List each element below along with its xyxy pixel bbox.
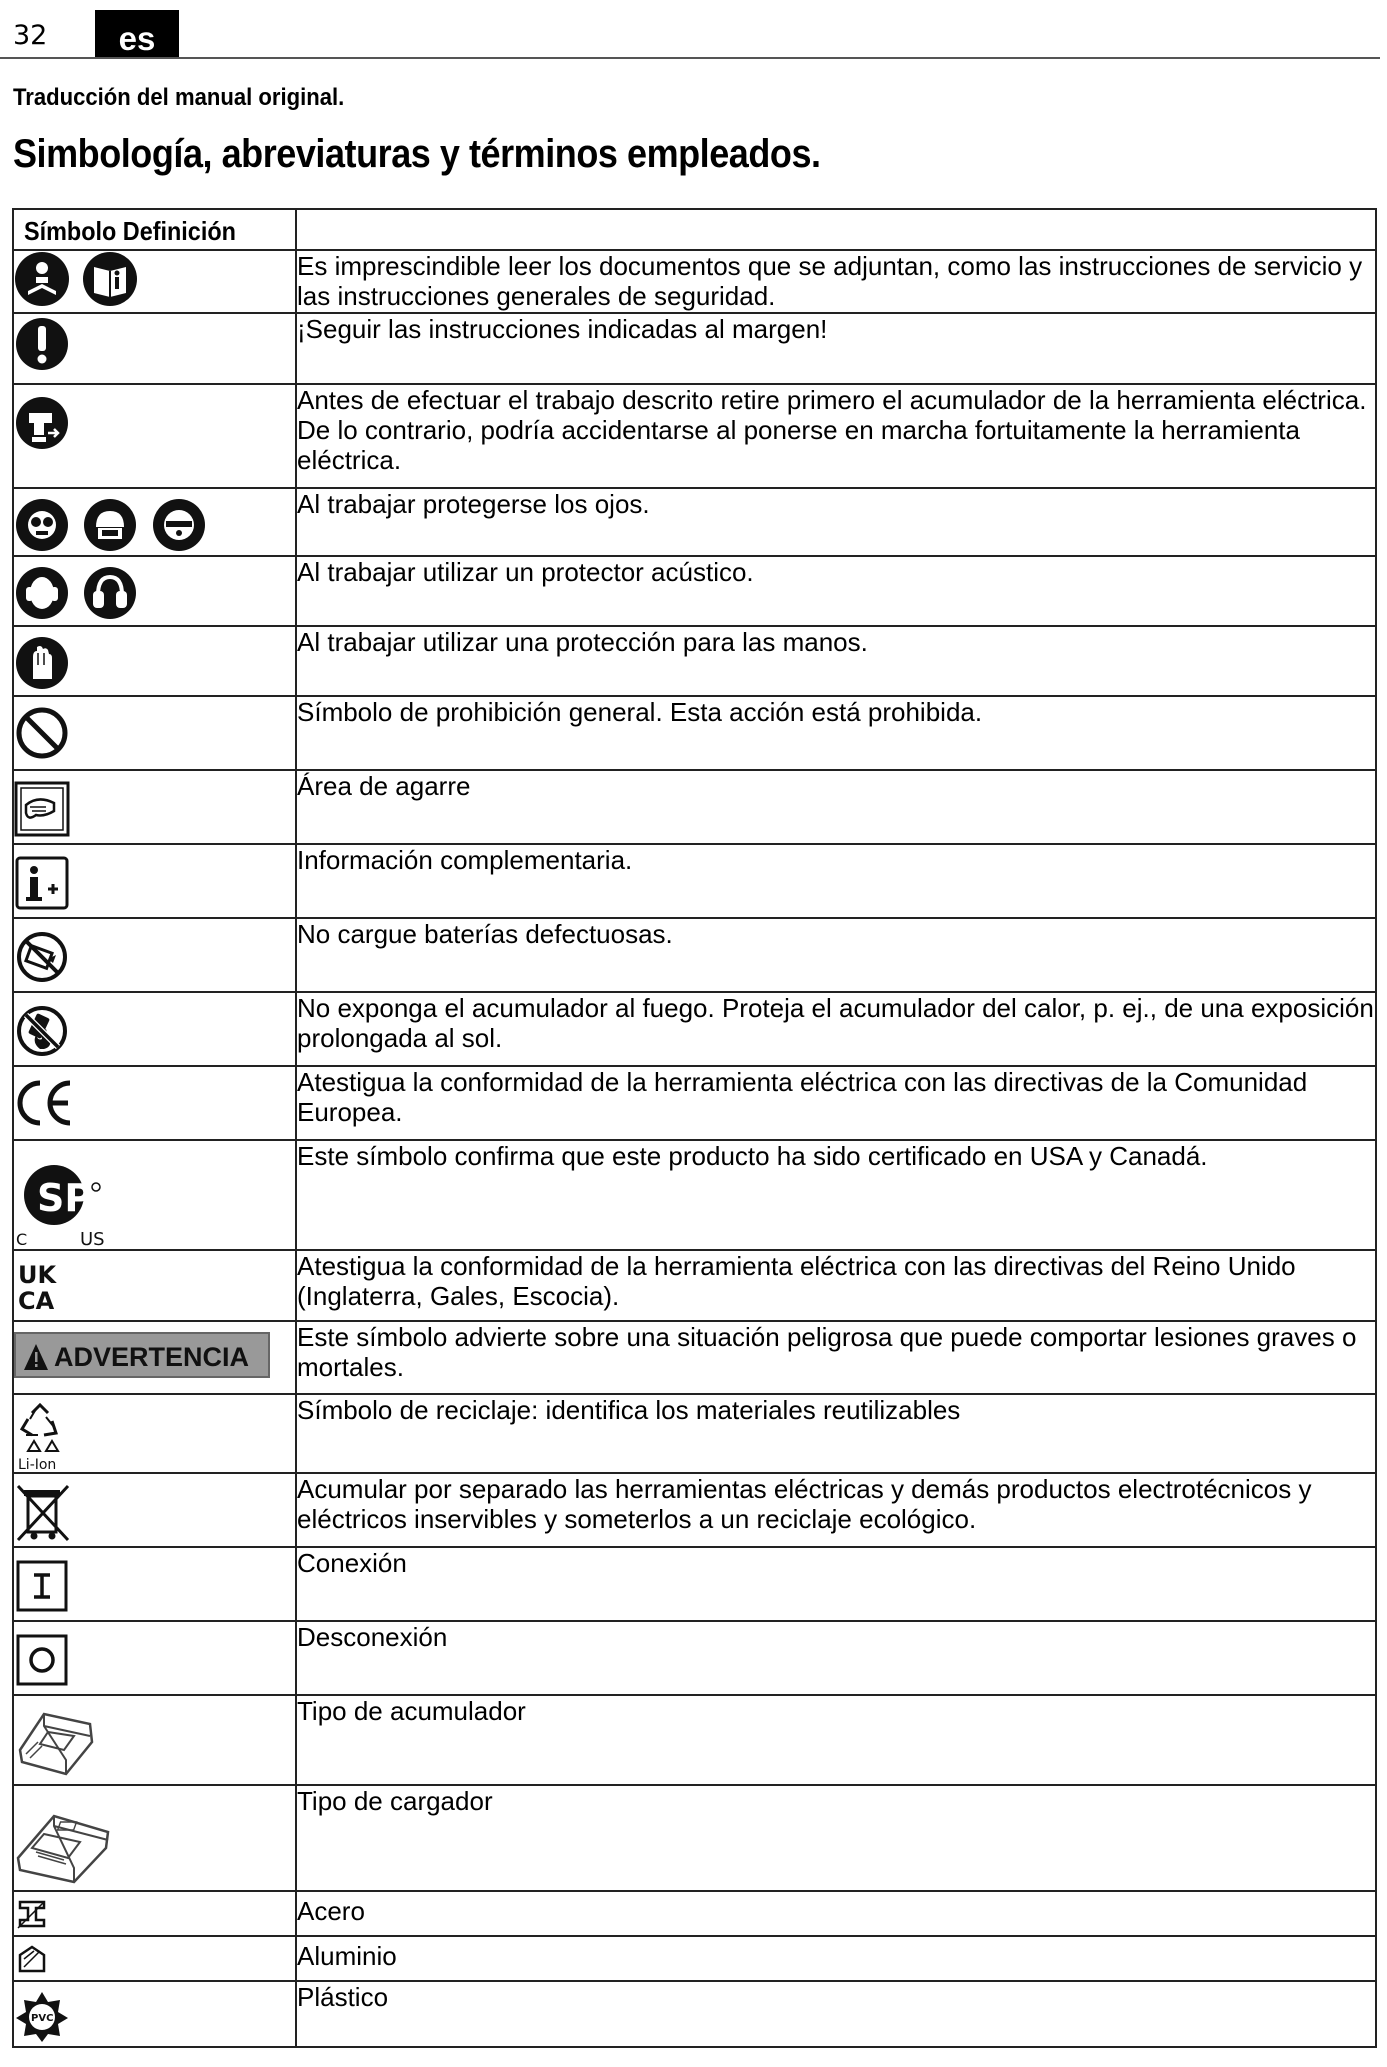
recycling-li-ion-icon bbox=[14, 1399, 74, 1471]
remove-battery-icon bbox=[14, 395, 70, 451]
ear-muffs-icon bbox=[82, 565, 138, 621]
no-fire-icon bbox=[14, 1003, 70, 1059]
table-row bbox=[13, 250, 1376, 313]
table-row: Antes de efectuar el trabajo descrito retire primero el acumulador de la herramienta eléctrica. De lo contrario, podría accidentarse al ponerse en marcha fortuitamente la herramienta eléctrica. bbox=[13, 384, 1376, 488]
table-row: No cargue baterías defectuosas. bbox=[13, 918, 1376, 992]
page-header bbox=[0, 0, 1387, 60]
table-row: Desconexión bbox=[13, 1621, 1376, 1695]
table-row: Acumular por separado las herramientas eléctricas y demás productos electrotécnicos y eléctricos inservibles y someterlos a un reciclaje ecológico. bbox=[13, 1473, 1376, 1547]
table-row: Al trabajar utilizar una protección para las manos. bbox=[13, 626, 1376, 696]
symbol-cell bbox=[13, 250, 296, 313]
table-row: Al trabajar protegerse los ojos. bbox=[13, 488, 1376, 556]
table-row: ADVERTENCIA Este símbolo advierte sobre una situación peligrosa que puede comportar lesiones graves o mortales. bbox=[13, 1321, 1376, 1394]
grip-area-icon bbox=[14, 781, 70, 837]
table-row: Aluminio bbox=[13, 1936, 1376, 1981]
table-row: Acero bbox=[13, 1891, 1376, 1936]
uk-label: UK bbox=[18, 1261, 57, 1289]
gloves-icon bbox=[14, 635, 70, 691]
definition-cell: Es imprescindible leer los documentos que se adjuntan, como las instrucciones de servicio y las instrucciones generales de seguridad. bbox=[296, 250, 1376, 313]
subtitle: Traducción del manual original. bbox=[13, 84, 345, 111]
warning-banner-icon bbox=[14, 1332, 270, 1378]
page-number: 32 bbox=[13, 20, 48, 51]
ca-label: CA bbox=[18, 1287, 55, 1315]
ukca-mark-icon bbox=[14, 1259, 70, 1315]
table-row: Conexión bbox=[13, 1547, 1376, 1621]
aluminium-icon bbox=[14, 1941, 50, 1977]
table-row: Tipo de acumulador bbox=[13, 1695, 1376, 1785]
warning-banner-label: ADVERTENCIA bbox=[54, 1342, 250, 1372]
table-row: SP C US Este símbolo confirma que este producto ha sido certificado en USA y Canadá. bbox=[13, 1140, 1376, 1250]
language-tab: es bbox=[95, 10, 179, 58]
exclamation-icon bbox=[14, 314, 70, 370]
table-row: PVC Plástico bbox=[13, 1981, 1376, 2047]
csa-c-label: C bbox=[16, 1230, 28, 1249]
csa-us-label: US bbox=[80, 1229, 105, 1249]
table-row: Li-Ion Símbolo de reciclaje: identifica los materiales reutilizables bbox=[13, 1394, 1376, 1473]
ear-protection-icon bbox=[14, 565, 70, 621]
table-row: Al trabajar utilizar un protector acústico. bbox=[13, 556, 1376, 626]
power-off-icon bbox=[14, 1632, 70, 1688]
table-row: Información complementaria. bbox=[13, 844, 1376, 918]
ce-mark-icon bbox=[14, 1075, 78, 1131]
table-row: No exponga el acumulador al fuego. Proteja el acumulador del calor, p. ej., de una exposición prolongada al sol. bbox=[13, 992, 1376, 1066]
table-row: Símbolo de prohibición general. Esta acción está prohibida. bbox=[13, 696, 1376, 770]
page-title: Simbología, abreviaturas y términos empleados. bbox=[13, 132, 821, 176]
goggles-icon bbox=[14, 497, 70, 553]
table-row: Atestigua la conformidad de la herramienta eléctrica con las directivas de la Comunidad Europea. bbox=[13, 1066, 1376, 1140]
csa-mark-icon bbox=[14, 1149, 134, 1249]
pvc-plastic-icon bbox=[14, 1988, 70, 2044]
battery-pack-icon bbox=[14, 1702, 98, 1780]
header-symbol: Símbolo Definición bbox=[13, 209, 296, 250]
table-row: Tipo de cargador bbox=[13, 1785, 1376, 1891]
safety-glasses-icon bbox=[151, 497, 207, 553]
header-rule bbox=[0, 57, 1380, 59]
info-book-icon bbox=[82, 251, 138, 307]
table-row: UK CA Atestigua la conformidad de la herramienta eléctrica con las directivas del Reino Unido (Inglaterra, Gales, Escocia). bbox=[13, 1250, 1376, 1321]
table-row: Área de agarre bbox=[13, 770, 1376, 844]
svg-text:SP: SP bbox=[37, 1176, 93, 1220]
read-manual-icon bbox=[14, 251, 70, 307]
li-ion-label: Li-Ion bbox=[18, 1457, 57, 1471]
steel-icon bbox=[14, 1896, 50, 1932]
table-row: ¡Seguir las instrucciones indicadas al margen! bbox=[13, 313, 1376, 384]
symbols-table bbox=[12, 208, 1377, 2048]
power-on-icon bbox=[14, 1558, 70, 1614]
face-shield-icon bbox=[82, 497, 138, 553]
no-charge-defective-icon bbox=[14, 929, 70, 985]
header-definition bbox=[296, 209, 1376, 250]
prohibition-icon bbox=[14, 705, 70, 761]
charger-icon bbox=[14, 1796, 114, 1884]
info-plus-icon bbox=[14, 855, 70, 911]
table-header-row bbox=[13, 209, 1376, 250]
pvc-label: PVC bbox=[31, 2013, 54, 2024]
weee-bin-icon bbox=[14, 1482, 74, 1544]
